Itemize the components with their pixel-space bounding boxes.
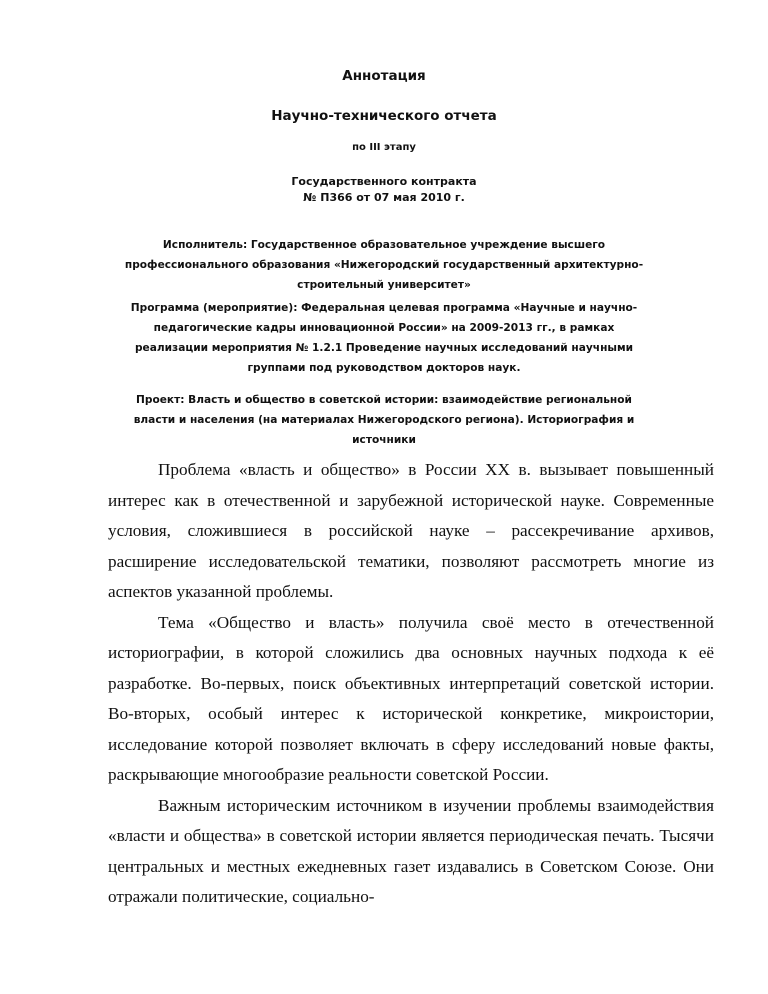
report-subtitle: Научно-технического отчета [271, 108, 497, 124]
program-block: Программа (мероприятие): Федеральная целевая программа «Научные и научно-педагогические кадры инновационной России» на 2009-2013 гг., в рамках реализации мероприятия № 1.2.1 Проведение научных исследований научными группами под руководством докторов наук. [130, 302, 638, 374]
body-paragraph-3: Важным историческим источником в изучении проблемы взаимодействия «власти и общества» в советской истории является периодическая печать. Тысячи центральных и местных ежедневных газет издавались в Советском Союзе. Они отражали политические, социально- [108, 795, 714, 906]
body-paragraph-2: Тема «Общество и власть» получила своё место в отечественной историографии, в которой сложились два основных научных подхода к её разработке. Во-первых, поиск объективных интерпретаций советской истории. Во-вторых, особый интерес к исторической конкретике, микроистории, исследование которой позволяет включать в сферу исследований новые факты, раскрывающие многообразие реальности советской России. [108, 612, 714, 784]
body-paragraph-1: Проблема «власть и общество» в России XX в. вызывает повышенный интерес как в отечественной и зарубежной исторической науке. Современные условия, сложившиеся в российской науке – рассекречивание архивов, расширение исследовательской тематики, позволяют рассмотреть многие из аспектов указанной проблемы. [108, 460, 714, 601]
stage-label: по III этапу [352, 142, 416, 153]
contract-line-2: № П366 от 07 мая 2010 г. [303, 191, 465, 204]
annotation-title: Аннотация [342, 68, 426, 84]
contract-line-1: Государственного контракта [291, 175, 477, 188]
body-text [108, 455, 714, 913]
project-block: Проект: Власть и общество в советской истории: взаимодействие региональной власти и населения (на материалах Нижегородского региона). Историография и источники [133, 394, 635, 446]
performer-block: Исполнитель: Государственное образовательное учреждение высшего профессионального образования «Нижегородский государственный архитектурно-строительный университет» [124, 239, 644, 291]
